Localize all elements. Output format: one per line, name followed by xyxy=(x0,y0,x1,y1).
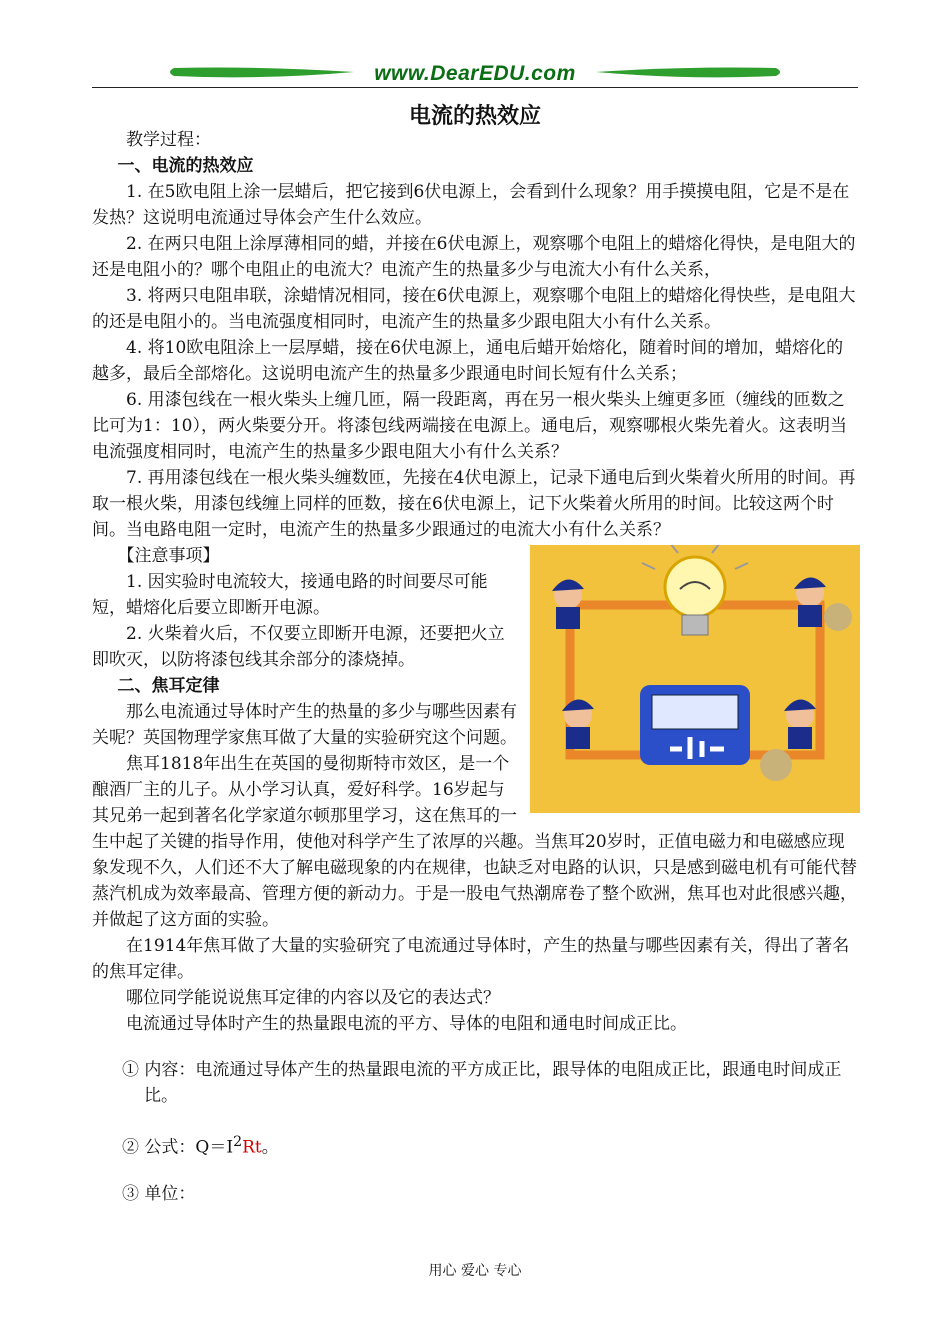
header-banner xyxy=(92,60,858,90)
section1-item: 7. 再用漆包线在一根火柴头缠数匝，先接在4伏电源上，记录下通电后到火柴着火所用的时间。再取一根火柴，用漆包线缠上同样的匝数，接在6伏电源上，记下火柴着火所用的时间。比较这两个时间。当电路电阻一定时，电流产生的热量多少跟通过的电流大小有什么关系？ xyxy=(92,468,856,540)
section2-question: 哪位同学能说说焦耳定律的内容以及它的表达式？ xyxy=(126,988,500,1008)
section1-item: 3. 将两只电阻串联，涂蜡情况相同，接在6伏电源上，观察哪个电阻上的蜡熔化得快些，是电阻大的还是电阻小的。当电流强度相同时，电流产生的热量多少跟电阻大小有什么关系。 xyxy=(92,286,856,332)
page-footer: 用心 爱心 专心 xyxy=(428,1263,522,1279)
circuit-cartoon-illustration xyxy=(530,545,860,813)
section1-heading: 一、电流的热效应 xyxy=(117,156,254,176)
page-title: 电流的热效应 xyxy=(408,104,541,129)
formula-exponent: 2 xyxy=(233,1134,243,1150)
section1-item: 2. 在两只电阻上涂厚薄相同的蜡，并接在6伏电源上，观察哪个电阻上的蜡熔化得快，是电阻大的还是电阻小的？哪个电阻止的电流大？电流产生的热量多少与电流大小有什么关系， xyxy=(92,234,856,280)
site-logo-text[interactable]: www.DearEDU.com xyxy=(374,62,576,85)
law-formula xyxy=(92,1129,860,1161)
header-rule xyxy=(92,87,858,88)
law-content: ① 内容：电流通过导体产生的热量跟电流的平方成正比，跟导体的电阻成正比，跟通电时间成正比。 xyxy=(122,1060,842,1106)
section1-item: 6. 用漆包线在一根火柴头上缠几匝，隔一段距离，再在另一根火柴头上缠更多匝（缠线的匝数之比可为1：10），两火柴要分开。将漆包线两端接在电源上。通电后，观察哪根火柴先着火。这表明当电流强度相同时，电流产生的热量多少跟电阻大小有什么关系？ xyxy=(92,390,847,462)
section1-item: 4. 将10欧电阻涂上一层厚蜡，接在6伏电源上，通电后蜡开始熔化，随着时间的增加，蜡熔化的越多，最后全部熔化。这说明电流产生的热量多少跟通电时间长短有什么关系； xyxy=(92,338,844,384)
section2-paragraph: 那么电流通过导体时产生的热量的多少与哪些因素有关呢？英国物理学家焦耳做了大量的实验研究这个问题。 xyxy=(92,702,517,748)
notes-heading: 【注意事项】 xyxy=(117,546,220,566)
intro-text: 教学过程： xyxy=(126,130,211,150)
section2-answer: 电流通过导体时产生的热量跟电流的平方、导体的电阻和通电时间成正比。 xyxy=(126,1014,687,1034)
note-item: 2. 火柴着火后，不仅要立即断开电源，还要把火立即吹灭，以防将漆包线其余部分的漆烧掉。 xyxy=(92,624,505,670)
formula-prefix: ② 公式：Q＝I xyxy=(122,1137,234,1158)
formula-suffix: 。 xyxy=(261,1137,279,1158)
formula-red-part: Rt xyxy=(242,1137,262,1158)
note-item: 1. 因实验时电流较大，接通电路的时间要尽可能短，蜡熔化后要立即断开电源。 xyxy=(92,572,488,618)
document-body xyxy=(92,127,860,1207)
section2-paragraph: 焦耳1818年出生在英国的曼彻斯特市效区，是一个酿酒厂主的儿子。从小学习认真，爱好科学。16岁起与其兄弟一起到著名化学家道尔顿那里学习，这在焦耳的一生中起了关键的指导作用，使他对科学产生了浓厚的兴趣。当焦耳20岁时，正值电磁力和电磁感应现象发现不久，人们还不大了解电磁现象的内在规律，也缺乏对电路的认识，只是感到磁电机有可能代替蒸汽机成为效率最高、管理方便的新动力。于是一股电气热潮席卷了整个欧洲，焦耳也对此很感兴趣，并做起了这方面的实验。 xyxy=(92,754,857,930)
section2-paragraph: 在1914年焦耳做了大量的实验研究了电流通过导体时，产生的热量与哪些因素有关，得出了著名的焦耳定律。 xyxy=(92,936,850,982)
section2-heading: 二、焦耳定律 xyxy=(117,676,220,696)
section1-item: 1. 在5欧电阻上涂一层蜡后，把它接到6伏电源上，会看到什么现象？用手摸摸电阻，它是不是在发热？这说明电流通过导体会产生什么效应。 xyxy=(92,182,850,228)
law-unit: ③ 单位： xyxy=(122,1183,196,1204)
